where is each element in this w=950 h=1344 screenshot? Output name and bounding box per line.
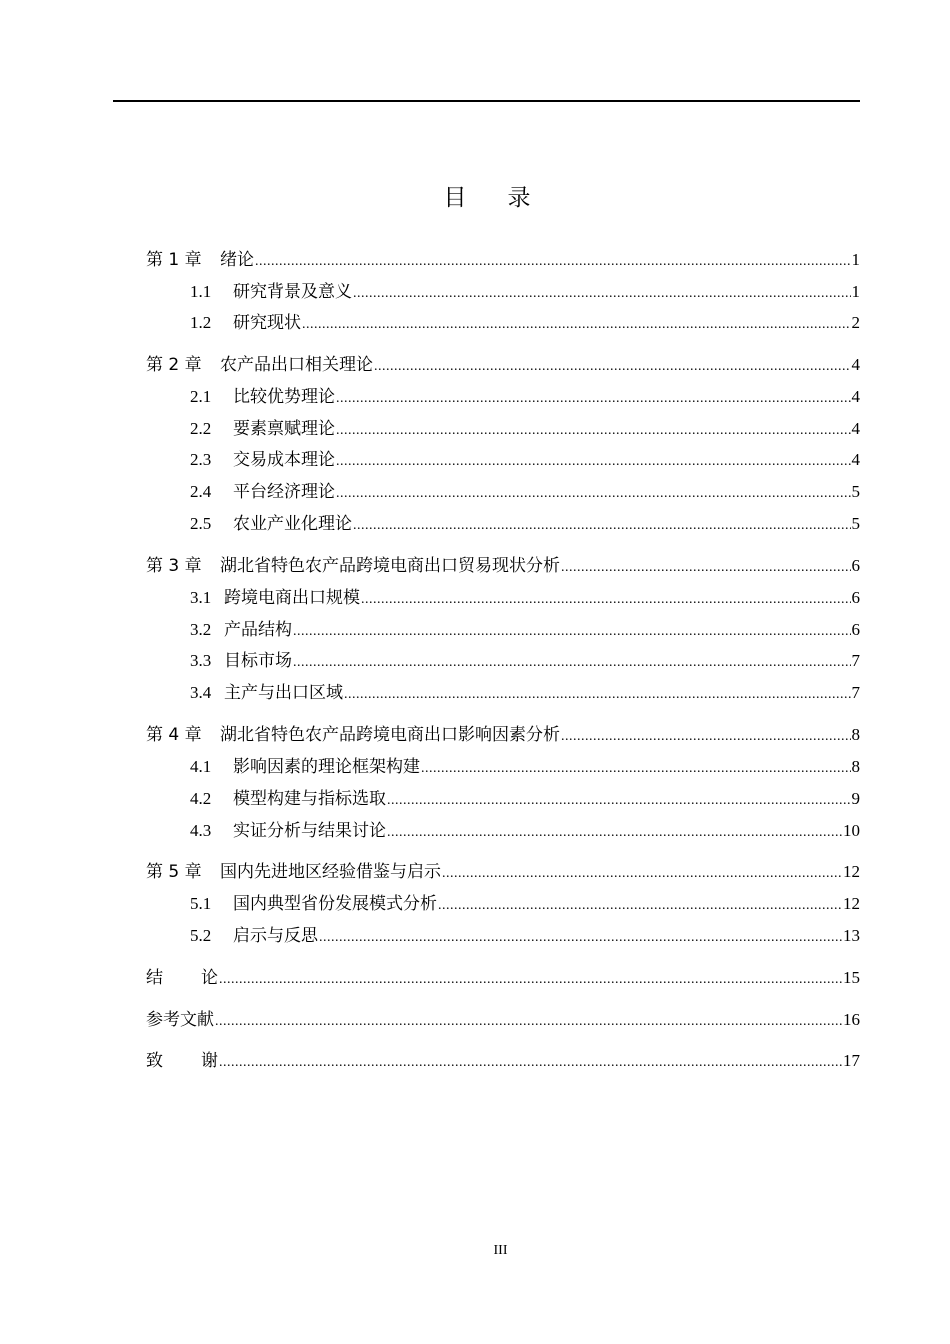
toc-chapter-number: 第 4 章: [146, 725, 202, 745]
toc-page-number: 16: [843, 1010, 860, 1029]
dot-leader: [293, 650, 851, 676]
toc-label: 产品结构: [224, 620, 292, 639]
toc-page-number: 6: [851, 620, 860, 639]
toc-page-number: 17: [843, 1051, 860, 1070]
toc-label: 湖北省特色农产品跨境电商出口贸易现状分析: [220, 556, 560, 576]
toc-entry-3-2[interactable]: [146, 617, 860, 643]
toc-section-number: 2.3: [190, 450, 212, 469]
dot-leader: [561, 724, 851, 750]
dot-leader: [255, 249, 851, 275]
toc-section-number: 2.5: [190, 514, 212, 533]
toc-section-number: 4.3: [190, 821, 212, 840]
toc-chapter-number: 第 2 章: [146, 355, 202, 375]
dot-leader: [353, 513, 851, 539]
toc-page-number: 12: [843, 894, 860, 913]
toc-label: 国内典型省份发展模式分析: [233, 894, 437, 913]
toc-page-number: 15: [843, 968, 860, 987]
toc-chapter-number: 第 5 章: [146, 862, 202, 882]
toc-section-number: 5.2: [190, 926, 212, 945]
toc-page-number: 4: [851, 355, 860, 374]
toc-page-number: 4: [851, 419, 860, 438]
dot-leader: [319, 925, 842, 951]
toc-entry-ch3[interactable]: [146, 553, 860, 579]
toc-entry-1-1[interactable]: [146, 279, 860, 305]
toc-label: 比较优势理论: [233, 387, 335, 406]
toc-page-number: 13: [843, 926, 860, 945]
dot-leader: [302, 312, 851, 338]
toc-label: 国内先进地区经验借鉴与启示: [220, 862, 441, 882]
toc-entry-references[interactable]: [146, 1007, 860, 1033]
title-char-2: 录: [507, 185, 532, 210]
toc-section-number: 3.2: [190, 620, 212, 639]
toc-entry-2-1[interactable]: [146, 384, 860, 410]
toc-entry-5-1[interactable]: [146, 891, 860, 917]
toc-label: 目标市场: [224, 651, 292, 670]
toc-page-number: 9: [851, 789, 860, 808]
toc-page-number: 8: [851, 757, 860, 776]
toc-section-number: 4.1: [190, 757, 212, 776]
toc-page-number: 5: [851, 482, 860, 501]
toc-page-number: 1: [851, 250, 860, 269]
toc-entry-2-5[interactable]: [146, 511, 860, 537]
toc-label: 研究现状: [233, 313, 301, 332]
toc-page-number: 8: [851, 725, 860, 744]
toc-label: 研究背景及意义: [233, 282, 352, 301]
toc-section-number: 2.4: [190, 482, 212, 501]
toc-label: 湖北省特色农产品跨境电商出口影响因素分析: [220, 725, 560, 745]
dot-leader: [353, 281, 851, 307]
dot-leader: [438, 893, 842, 919]
dot-leader: [215, 1009, 842, 1035]
dot-leader: [387, 820, 842, 846]
toc-section-number: 2.1: [190, 387, 212, 406]
toc-entry-2-2[interactable]: [146, 416, 860, 442]
toc-section-number: 3.4: [190, 683, 212, 702]
toc-page-number: 1: [851, 282, 860, 301]
dot-leader: [336, 386, 851, 412]
dot-leader: [219, 967, 842, 993]
toc-label: 交易成本理论: [233, 450, 335, 469]
dot-leader: [293, 619, 851, 645]
toc-label: 绪论: [220, 250, 254, 270]
toc-label: 参考文献: [146, 1010, 214, 1030]
toc-entry-ch4[interactable]: [146, 722, 860, 748]
toc-entry-thanks[interactable]: [146, 1048, 860, 1074]
toc-section-number: 3.3: [190, 651, 212, 670]
toc-page-number: 6: [851, 588, 860, 607]
toc-label: 平台经济理论: [233, 482, 335, 501]
dot-leader: [336, 418, 851, 444]
toc-entry-1-2[interactable]: [146, 310, 860, 336]
toc-page-number: 4: [851, 387, 860, 406]
toc-page-number: 6: [851, 556, 860, 575]
toc-label: 农业产业化理论: [233, 514, 352, 533]
toc-label: 主产与出口区域: [224, 683, 343, 702]
toc-label: 影响因素的理论框架构建: [233, 757, 420, 776]
dot-leader: [336, 481, 851, 507]
header-rule: [113, 100, 860, 102]
toc-section-number: 1.1: [190, 282, 212, 301]
dot-leader: [361, 587, 851, 613]
toc-label: 实证分析与结果讨论: [233, 821, 386, 840]
toc-entry-3-1[interactable]: [146, 585, 860, 611]
toc-section-number: 3.1: [190, 588, 212, 607]
dot-leader: [387, 788, 851, 814]
dot-leader: [219, 1050, 842, 1076]
toc-entry-4-1[interactable]: [146, 754, 860, 780]
page-number-footer: III: [493, 1243, 508, 1258]
toc-chapter-number: 第 1 章: [146, 250, 202, 270]
toc-entry-2-3[interactable]: [146, 447, 860, 473]
toc-entry-4-3[interactable]: [146, 818, 860, 844]
toc-entry-conclusion[interactable]: [146, 965, 860, 991]
toc-entry-3-4[interactable]: [146, 680, 860, 706]
toc-entry-4-2[interactable]: [146, 786, 860, 812]
toc-section-number: 4.2: [190, 789, 212, 808]
dot-leader: [561, 555, 851, 581]
toc-page-number: 2: [851, 313, 860, 332]
dot-leader: [344, 682, 851, 708]
toc-page-number: 4: [851, 450, 860, 469]
toc-page-number: 7: [851, 683, 860, 702]
toc-label: 启示与反思: [233, 926, 318, 945]
toc-section-number: 2.2: [190, 419, 212, 438]
toc-entry-ch2[interactable]: [146, 352, 860, 378]
dot-leader: [421, 756, 851, 782]
dot-leader: [336, 449, 851, 475]
toc-page-number: 12: [843, 862, 860, 881]
toc-section-number: 5.1: [190, 894, 212, 913]
toc-label: 要素禀赋理论: [233, 419, 335, 438]
toc-entry-2-4[interactable]: [146, 479, 860, 505]
toc-page-number: 7: [851, 651, 860, 670]
toc-entry-3-3[interactable]: [146, 648, 860, 674]
toc-entry-5-2[interactable]: [146, 923, 860, 949]
toc-label: 跨境电商出口规模: [224, 588, 360, 607]
page-title: [0, 179, 950, 212]
toc-label: 农产品出口相关理论: [220, 355, 373, 375]
toc-chapter-number: 第 3 章: [146, 556, 202, 576]
toc-page-number: 5: [851, 514, 860, 533]
toc-label: 致谢: [146, 1051, 256, 1071]
toc-page-number: 10: [843, 821, 860, 840]
title-char-1: 目: [443, 185, 468, 210]
toc-label: 结论: [146, 968, 256, 988]
dot-leader: [374, 354, 851, 380]
toc-section-number: 1.2: [190, 313, 212, 332]
toc-label: 模型构建与指标选取: [233, 789, 386, 808]
dot-leader: [442, 861, 842, 887]
toc-entry-ch5[interactable]: [146, 859, 860, 885]
toc-entry-ch1[interactable]: [146, 247, 860, 273]
